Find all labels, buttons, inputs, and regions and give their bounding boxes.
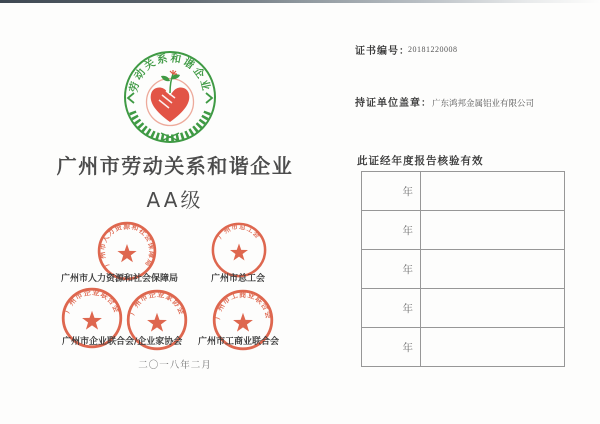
cert-number-value: 20181220008 [408,45,458,54]
svg-text:广州市企业家协会: 广州市企业家协会 [127,289,187,317]
year-cell: 年 [362,328,421,367]
verification-cell [421,250,565,289]
issue-date: 二〇一八年二月 [138,360,212,371]
year-cell: 年 [362,172,421,211]
svg-text:广州市人力资源和社会保障局: 广州市人力资源和社会保障局 [98,222,156,269]
verification-cell [421,211,565,250]
cert-number-label: 证书编号： [355,46,410,57]
holder-seal-label: 持证单位盖章： [355,98,432,109]
wreath-chevron-right [206,93,212,103]
annual-verification-table [361,171,565,367]
svg-text:广州市企业联合会: 广州市企业联合会 [62,287,122,315]
year-cell: 年 [362,289,421,328]
svg-text:广州市工商业联合会: 广州市工商业联合会 [212,289,274,321]
table-row [362,172,565,211]
verification-cell [421,289,565,328]
seal-star-icon [82,311,102,330]
seal-star-icon [233,313,253,332]
scanner-edge-artifact [0,0,600,3]
table-row [362,250,565,289]
svg-text:广州市总工会: 广州市总工会 [216,222,262,241]
harmony-enterprise-emblem [115,48,225,148]
verification-cell [421,328,565,367]
table-row [362,289,565,328]
seal-star-icon [147,313,167,332]
table-row [362,328,565,367]
seal-star-icon [230,243,248,260]
issuer-label-trade-unions: 广州市总工会 [211,274,266,284]
wreath-chevron-left [128,93,134,103]
issuer-label-hrss-bureau: 广州市人力资源和社会保障局 [61,274,179,284]
year-cell: 年 [362,250,421,289]
sprout-flower [170,70,177,74]
year-cell: 年 [362,211,421,250]
emblem-arc-text: 劳动关系和谐企业 [127,52,213,94]
seal-star-icon [117,244,136,262]
table-row [362,211,565,250]
issuer-label-industry-commerce: 广州市工商业联合会 [198,337,280,347]
certificate-grade: AA级 [146,188,204,212]
validity-note: 此证经年度报告核验有效 [357,155,484,167]
certificate-title: 广州市劳动关系和谐企业 [56,154,294,178]
holder-company-name: 广东鸿邦金属铝业有限公司 [432,98,535,108]
verification-cell [421,172,565,211]
issuer-label-enterprise-federation: 广州市企业联合会/企业家协会 [62,337,183,347]
